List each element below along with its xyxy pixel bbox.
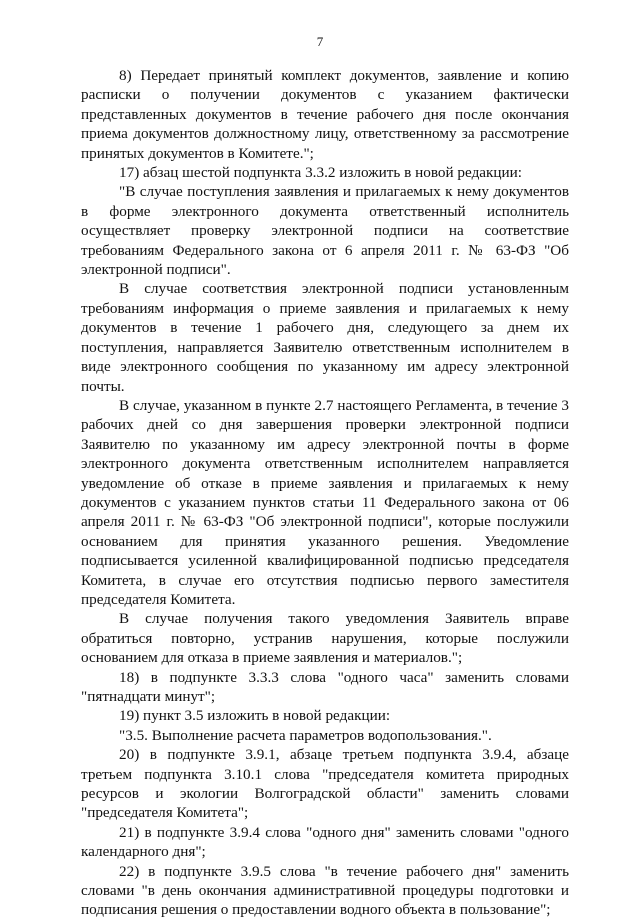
- paragraph: "В случае поступления заявления и прилагаемых к нему документов в форме электронного документа ответственный исполнитель осуществляет проверку электронной подписи на соответствие требованиям Федерального закона от 6 апреля 2011 г. № 63-ФЗ "Об электронной подписи".: [81, 183, 569, 279]
- document-body: [81, 66, 569, 920]
- paragraph: 22) в подпункте 3.9.5 слова "в течение рабочего дня" заменить словами "в день окончания административной процедуры подготовки и подписания решения о предоставлении водного объекта в пользование";: [81, 862, 569, 919]
- paragraph: 18) в подпункте 3.3.3 слова "одного часа" заменить словами "пятнадцати минут";: [81, 668, 569, 705]
- paragraph: 21) в подпункте 3.9.4 слова "одного дня" заменить словами "одного календарного дня";: [81, 823, 569, 861]
- paragraph: 17) абзац шестой подпункта 3.3.2 изложить в новой редакции:: [119, 164, 523, 182]
- paragraph: В случае получения такого уведомления Заявитель вправе обратиться повторно, устранив нарушения, которые послужили основанием для отказа в приеме заявления и материалов.";: [81, 610, 569, 667]
- paragraph: 20) в подпункте 3.9.1, абзаце третьем подпункта 3.9.4, абзаце третьем подпункта 3.10.1 слова "председателя комитета природных ресурсов и экологии Волгоградской области" заменить словами "председателя Комитета";: [81, 746, 569, 822]
- paragraph: 19) пункт 3.5 изложить в новой редакции:: [119, 707, 391, 725]
- paragraph: "3.5. Выполнение расчета параметров водопользования.".: [119, 726, 492, 744]
- paragraph: 8) Передает принятый комплект документов, заявление и копию расписки о получении документов с указанием фактически представленных документов в течение рабочего дня после окончания приема документов должностному лицу, ответственному за рассмотрение принятых документов в Комитете.";: [81, 67, 569, 162]
- paragraph: В случае соответствия электронной подписи установленным требованиям информация о приеме заявления и прилагаемых к нему документов в течение 1 рабочего дня, следующего за днем их поступления, направляется Заявителю ответственным исполнителем в виде электронного сообщения по указанному им адресу электронной почты.: [81, 280, 569, 395]
- paragraph: В случае, указанном в пункте 2.7 настоящего Регламента, в течение 3 рабочих дней со дня завершения проверки электронной подписи Заявителю по указанному им адресу электронной почты в форме электронного документа ответственным исполнителем направляется уведомление об отказе в приеме заявления и прилагаемых к нему документов с указанием пунктов статьи 11 Федерального закона от 06 апреля 2011 г. № 63-ФЗ "Об электронной подписи", которые послужили основанием для принятия указанного решения. Уведомление подписывается усиленной квалифицированной подписью председателя Комитета, в случае его отсутствия подписью первого заместителя председателя Комитета.: [81, 396, 569, 608]
- page-number: 7: [316, 34, 324, 49]
